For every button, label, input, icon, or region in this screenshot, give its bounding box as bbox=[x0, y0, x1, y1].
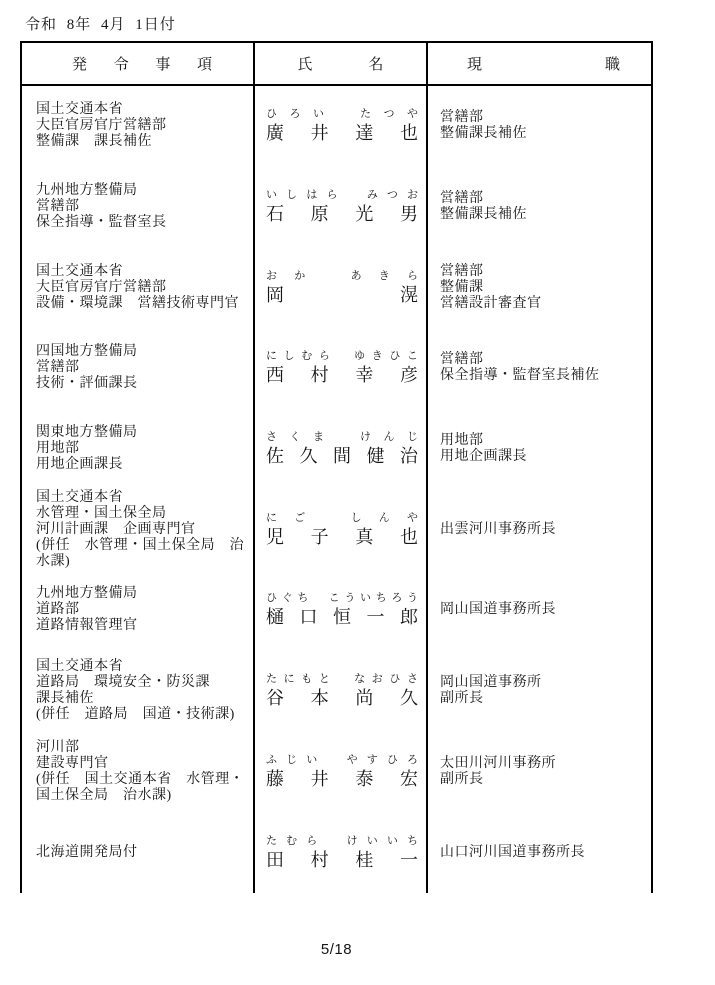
appointment-line: (併任 道路局 国道・技術課) bbox=[36, 707, 235, 723]
current-position-line: 副所長 bbox=[440, 691, 484, 707]
current-position-line: 副所長 bbox=[440, 771, 484, 787]
current-position-cell bbox=[428, 328, 651, 409]
header-current-position-label: 現職 bbox=[467, 57, 620, 73]
appointment-line: 九州地方整備局 bbox=[36, 586, 138, 602]
header-appointment-label: 発令事項 bbox=[72, 57, 212, 73]
appointment-cell bbox=[22, 489, 255, 570]
appointment-line: 河川計画課 企画専門官 bbox=[36, 521, 196, 537]
header-current-position-cell bbox=[428, 43, 651, 86]
appointment-line: 建設専門官 bbox=[36, 755, 109, 771]
table-body bbox=[22, 86, 651, 893]
current-position-line: 整備課長補佐 bbox=[440, 207, 527, 223]
appointment-line: 設備・環境課 営繕技術専門官 bbox=[36, 295, 239, 311]
table-row bbox=[22, 651, 651, 732]
appointment-line: 水管理・国土保全局 bbox=[36, 505, 167, 521]
appointment-line: 営繕部 bbox=[36, 199, 80, 215]
header-name-cell bbox=[255, 43, 428, 86]
table-row bbox=[22, 409, 651, 490]
appointment-line: 四国地方整備局 bbox=[36, 344, 138, 360]
appointment-line: 国土交通本省 bbox=[36, 489, 123, 505]
current-position-line: 岡山国道事務所 bbox=[440, 675, 542, 691]
appointment-line: 技術・評価課長 bbox=[36, 376, 138, 392]
current-position-cell bbox=[428, 167, 651, 248]
name-block bbox=[266, 350, 418, 386]
appointment-line: 九州地方整備局 bbox=[36, 183, 138, 199]
name-kana: にしむら ゆきひこ bbox=[266, 350, 418, 363]
table-row bbox=[22, 489, 651, 570]
current-position-line: 岡山国道事務所長 bbox=[440, 602, 556, 618]
name-kanji: 谷本尚久 bbox=[266, 688, 418, 709]
name-kanji: 田村桂一 bbox=[266, 849, 418, 870]
appointment-line: 大臣官房官庁営繕部 bbox=[36, 279, 167, 295]
appointment-line: 用地部 bbox=[36, 441, 80, 457]
name-block bbox=[266, 835, 418, 871]
appointment-line: 国土交通本省 bbox=[36, 659, 123, 675]
name-kanji: 樋口恒一郎 bbox=[266, 607, 418, 628]
header-appointment-cell bbox=[22, 43, 255, 86]
name-kanji: 佐久間健治 bbox=[266, 446, 418, 467]
name-block bbox=[266, 189, 418, 225]
table-row bbox=[22, 812, 651, 893]
name-kanji: 西村幸彦 bbox=[266, 365, 418, 386]
appointment-line: (併任 国土交通本省 水管理・ bbox=[36, 771, 245, 787]
name-kanji: 児子真也 bbox=[266, 526, 418, 547]
current-position-line: 用地企画課長 bbox=[440, 449, 527, 465]
name-cell bbox=[255, 812, 428, 893]
date-line: 令和 8年 4月 1日付 bbox=[25, 17, 176, 33]
appointment-line: 保全指導・監督室長 bbox=[36, 215, 167, 231]
current-position-line: 整備課 bbox=[440, 279, 484, 295]
appointment-line: 北海道開発局付 bbox=[36, 844, 138, 860]
current-position-line: 営繕部 bbox=[440, 110, 484, 126]
current-position-line: 営繕部 bbox=[440, 352, 484, 368]
name-kana: ひぐち こういちろう bbox=[266, 592, 418, 605]
appointment-cell bbox=[22, 167, 255, 248]
name-cell bbox=[255, 328, 428, 409]
table-header-row bbox=[22, 43, 651, 86]
name-block bbox=[266, 108, 418, 144]
table-row bbox=[22, 570, 651, 651]
current-position-cell bbox=[428, 732, 651, 813]
current-position-cell bbox=[428, 409, 651, 490]
appointment-line: 課長補佐 bbox=[36, 691, 94, 707]
appointment-cell bbox=[22, 86, 255, 167]
current-position-cell bbox=[428, 812, 651, 893]
appointment-line: 関東地方整備局 bbox=[36, 425, 138, 441]
appointment-line: 大臣官房官庁営繕部 bbox=[36, 118, 167, 134]
name-kana: おか あきら bbox=[266, 269, 418, 282]
name-kana: ふじい やすひろ bbox=[266, 753, 418, 766]
appointment-line: 国土保全局 治水課) bbox=[36, 787, 172, 803]
current-position-line: 営繕設計審査官 bbox=[440, 295, 542, 311]
appointment-cell bbox=[22, 409, 255, 490]
appointment-line: 水課) bbox=[36, 553, 71, 569]
appointment-line: 国土交通本省 bbox=[36, 102, 123, 118]
name-kana: たにもと なおひさ bbox=[266, 673, 418, 686]
appointment-line: 用地企画課長 bbox=[36, 457, 123, 473]
name-cell bbox=[255, 732, 428, 813]
name-cell bbox=[255, 409, 428, 490]
name-block bbox=[266, 754, 418, 790]
appointment-line: 国土交通本省 bbox=[36, 263, 123, 279]
current-position-line: 太田川河川事務所 bbox=[440, 755, 556, 771]
current-position-line: 山口河川国道事務所長 bbox=[440, 844, 585, 860]
appointment-cell bbox=[22, 328, 255, 409]
appointment-line: 営繕部 bbox=[36, 360, 80, 376]
appointment-cell bbox=[22, 812, 255, 893]
name-block bbox=[266, 431, 418, 467]
name-cell bbox=[255, 167, 428, 248]
current-position-cell bbox=[428, 570, 651, 651]
personnel-table bbox=[20, 41, 653, 893]
appointment-cell bbox=[22, 651, 255, 732]
table-row bbox=[22, 247, 651, 328]
current-position-line: 用地部 bbox=[440, 433, 484, 449]
current-position-line: 整備課長補佐 bbox=[440, 126, 527, 142]
name-kanji: 石原光男 bbox=[266, 204, 418, 225]
current-position-line: 出雲河川事務所長 bbox=[440, 521, 556, 537]
name-block bbox=[266, 270, 418, 306]
page-number: 5/18 bbox=[320, 941, 353, 958]
name-kana: ひろい たつや bbox=[266, 108, 418, 121]
name-cell bbox=[255, 570, 428, 651]
current-position-line: 営繕部 bbox=[440, 191, 484, 207]
name-kana: たむら けいいち bbox=[266, 834, 418, 847]
current-position-line: 営繕部 bbox=[440, 263, 484, 279]
name-kana: いしはら みつお bbox=[266, 189, 418, 202]
table-row bbox=[22, 167, 651, 248]
appointment-cell bbox=[22, 732, 255, 813]
name-cell bbox=[255, 651, 428, 732]
current-position-cell bbox=[428, 489, 651, 570]
name-kanji: 藤井泰宏 bbox=[266, 768, 418, 789]
appointment-line: 道路部 bbox=[36, 602, 80, 618]
table-row bbox=[22, 732, 651, 813]
appointment-line: 道路局 環境安全・防災課 bbox=[36, 675, 210, 691]
table-row bbox=[22, 328, 651, 409]
current-position-cell bbox=[428, 247, 651, 328]
appointment-cell bbox=[22, 247, 255, 328]
name-kana: にご しんや bbox=[266, 511, 418, 524]
current-position-cell bbox=[428, 651, 651, 732]
name-kana: さくま けんじ bbox=[266, 431, 418, 444]
name-kanji: 岡滉 bbox=[266, 284, 418, 305]
name-block bbox=[266, 673, 418, 709]
appointment-line: 整備課 課長補佐 bbox=[36, 134, 152, 150]
table-row bbox=[22, 86, 651, 167]
current-position-line: 保全指導・監督室長補佐 bbox=[440, 368, 600, 384]
name-kanji: 廣井達也 bbox=[266, 123, 418, 144]
name-block bbox=[266, 592, 418, 628]
appointment-cell bbox=[22, 570, 255, 651]
appointment-line: 河川部 bbox=[36, 739, 80, 755]
appointment-line: (併任 水管理・国土保全局 治 bbox=[36, 537, 245, 553]
header-name-label: 氏名 bbox=[297, 57, 384, 73]
name-cell bbox=[255, 489, 428, 570]
name-cell bbox=[255, 86, 428, 167]
appointment-line: 道路情報管理官 bbox=[36, 618, 138, 634]
current-position-cell bbox=[428, 86, 651, 167]
name-cell bbox=[255, 247, 428, 328]
name-block bbox=[266, 512, 418, 548]
